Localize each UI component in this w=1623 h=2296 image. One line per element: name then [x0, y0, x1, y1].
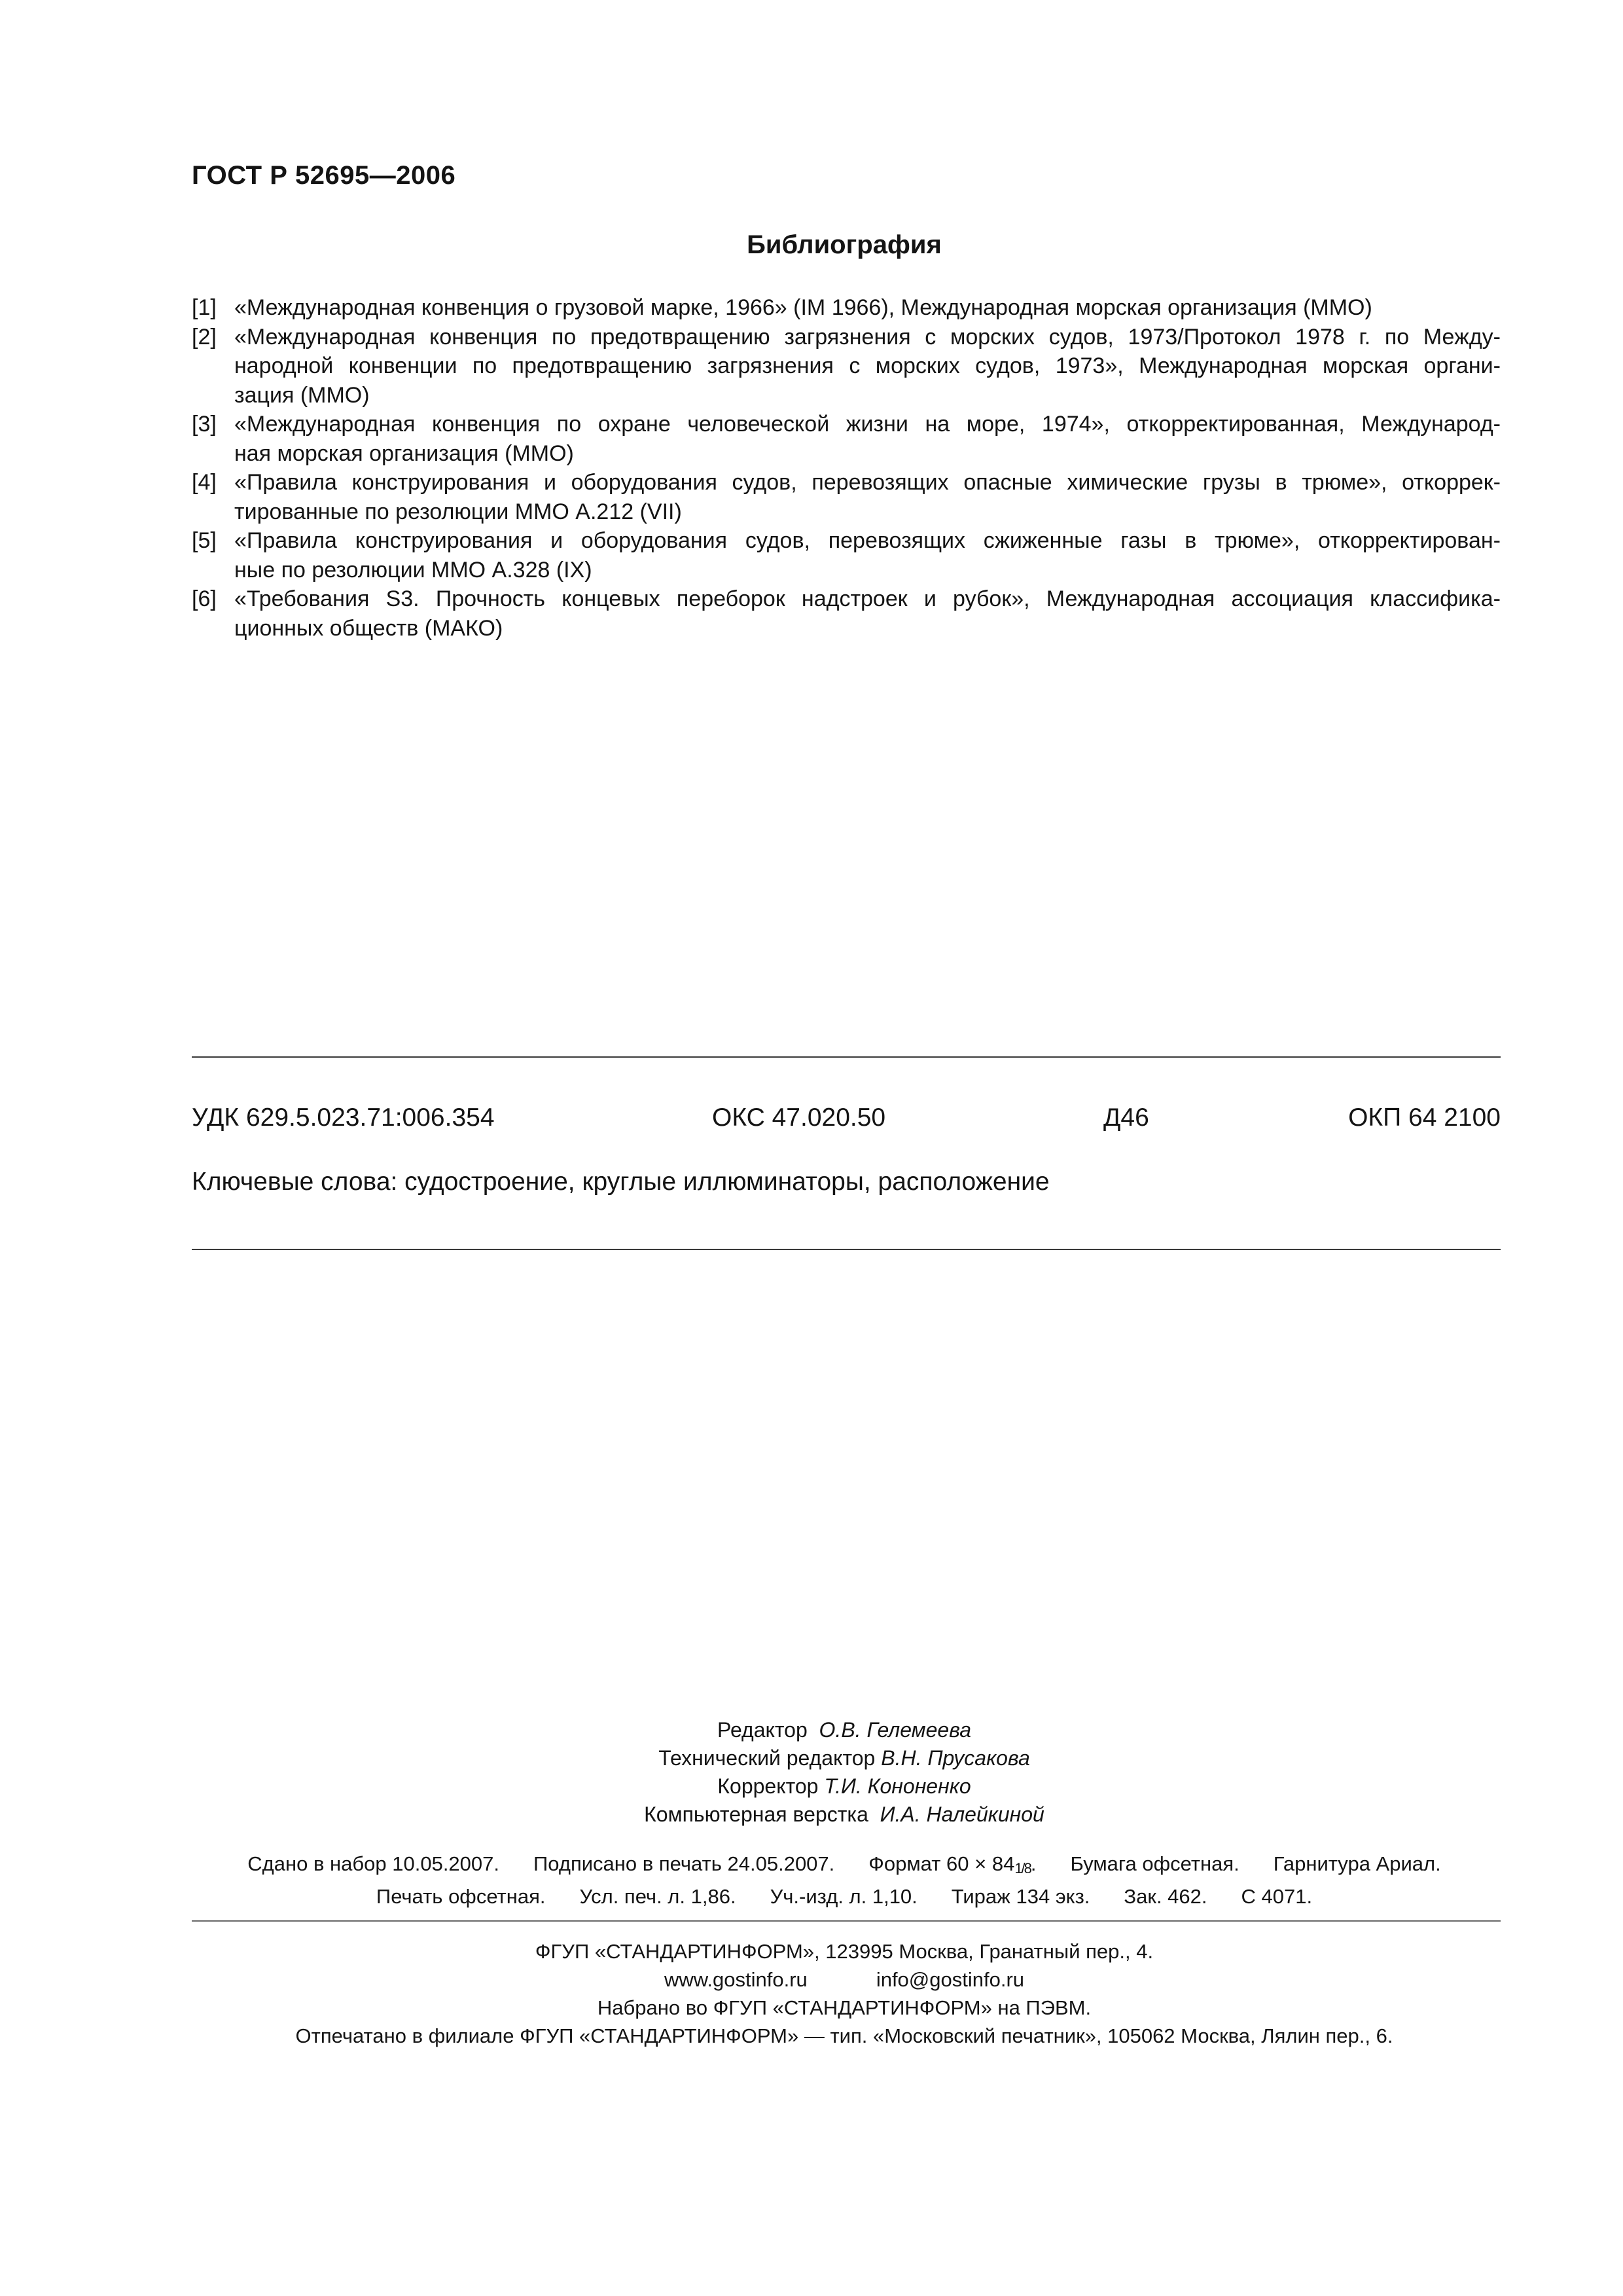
bibliography-item-number: [6]: [192, 586, 217, 611]
document-code: ГОСТ Р 52695—2006: [192, 161, 456, 190]
publisher-contacts: [0, 1965, 1623, 1994]
bibliography-item-1: [192, 293, 1501, 323]
proofreader-label: Корректор: [717, 1774, 819, 1798]
circulation: Тираж 134 экз.: [951, 1885, 1090, 1908]
classification-row: [192, 1103, 1501, 1136]
bibliography-line: ные по резолюции ММО А.328 (IX): [234, 557, 592, 583]
bibliography-line: тированные по резолюции ММО А.212 (VII): [234, 499, 682, 524]
keywords: Ключевые слова: судостроение, круглые иллюминаторы, расположение: [192, 1168, 1050, 1196]
bibliography-line: ная морская организация (ММО): [234, 440, 574, 466]
bibliography-line: «Требования S3. Прочность концевых переборок надстроек и рубок», Международная ассоциация классифика-: [234, 586, 1501, 611]
publisher-info: [0, 1937, 1623, 2050]
printed-sheets: Усл. печ. л. 1,86.: [579, 1885, 736, 1908]
format-prefix: Формат 60 × 84: [868, 1852, 1015, 1875]
format-fraction: 1/8: [1014, 1860, 1031, 1876]
layout-label: Компьютерная верстка: [644, 1803, 868, 1826]
okp-code: ОКП 64 2100: [1348, 1103, 1501, 1132]
print-code: С 4071.: [1241, 1885, 1313, 1908]
layout-name: И.А. Налейкиной: [880, 1803, 1044, 1826]
tech-editor-name: В.Н. Прусакова: [881, 1746, 1030, 1770]
bibliography-item-2: [192, 323, 1501, 410]
publisher-address: ФГУП «СТАНДАРТИНФОРМ», 123995 Москва, Гранатный пер., 4.: [535, 1940, 1154, 1963]
paper-format: Формат 60 × 841/8.: [868, 1852, 1037, 1876]
publisher-website: www.gostinfo.ru: [664, 1968, 808, 1991]
divider: [192, 1249, 1501, 1250]
bibliography-title: Библиография: [747, 230, 942, 259]
oks-code: ОКС 47.020.50: [712, 1103, 886, 1132]
bibliography-line: народной конвенции по предотвращению загрязнения с морских судов, 1973», Международная морская органи-: [234, 353, 1501, 378]
tech-editor-label: Технический редактор: [658, 1746, 876, 1770]
proofreader-row: [0, 1772, 1623, 1801]
proofreader-name: Т.И. Кононенко: [824, 1774, 971, 1798]
bibliography-item-number: [1]: [192, 295, 217, 320]
printed-note: Отпечатано в филиале ФГУП «СТАНДАРТИНФОРМ» — тип. «Московский печатник», 105062 Москва, Лялин пер., 6.: [295, 2024, 1393, 2047]
publisher-sheets: Уч.-изд. л. 1,10.: [770, 1885, 918, 1908]
print-details-row-2: [0, 1882, 1623, 1910]
editor-row: [0, 1716, 1623, 1744]
bibliography-item-number: [2]: [192, 324, 217, 350]
bibliography-line: «Международная конвенция по предотвращению загрязнения с морских судов, 1973/Протокол 1978 г. по Между-: [234, 324, 1501, 350]
bibliography-item-number: [5]: [192, 528, 217, 553]
bibliography-item-3: [192, 410, 1501, 468]
bibliography-item-number: [4]: [192, 470, 217, 495]
editor-label: Редактор: [717, 1718, 808, 1742]
bibliography-item-6: [192, 584, 1501, 643]
print-details-row-1: [0, 1850, 1623, 1882]
printing-method: Печать офсетная.: [376, 1885, 546, 1908]
udk-code: УДК 629.5.023.71:006.354: [192, 1103, 495, 1132]
submitted-date: Сдано в набор 10.05.2007.: [247, 1852, 500, 1875]
bibliography-item-5: [192, 526, 1501, 584]
typeset-note: Набрано во ФГУП «СТАНДАРТИНФОРМ» на ПЭВМ.: [597, 1996, 1092, 2019]
bibliography-line: зация (ММО): [234, 382, 370, 408]
bibliography-item-text: [234, 526, 1501, 584]
divider: [192, 1056, 1501, 1058]
group-code: Д46: [1103, 1103, 1149, 1132]
tech-editor-row: [0, 1744, 1623, 1772]
bibliography-item-text: [234, 410, 1501, 468]
bibliography-line: «Правила конструирования и оборудования судов, перевозящих опасные химические грузы в трюме», откоррек-: [234, 470, 1501, 495]
print-details: [0, 1850, 1623, 1910]
editorial-staff: [0, 1716, 1623, 1829]
bibliography-item-text: [234, 293, 1501, 323]
bibliography-list: [192, 293, 1501, 643]
typeface: Гарнитура Ариал.: [1273, 1852, 1441, 1875]
bibliography-item-number: [3]: [192, 412, 217, 437]
layout-row: [0, 1801, 1623, 1829]
publisher-email: info@gostinfo.ru: [876, 1968, 1025, 1991]
editor-name: О.В. Гелемеева: [819, 1718, 971, 1742]
bibliography-line: «Международная конвенция о грузовой марке, 1966» (IM 1966), Международная морская организация (ММО): [234, 295, 1372, 320]
paper-type: Бумага офсетная.: [1070, 1852, 1240, 1875]
order-number: Зак. 462.: [1124, 1885, 1207, 1908]
signed-date: Подписано в печать 24.05.2007.: [533, 1852, 835, 1875]
bibliography-line: «Международная конвенция по охране человеческой жизни на море, 1974», откорректированная, Международ-: [234, 412, 1501, 437]
bibliography-item-text: [234, 468, 1501, 526]
bibliography-item-text: [234, 584, 1501, 643]
divider: [192, 1920, 1501, 1922]
bibliography-item-text: [234, 323, 1501, 410]
bibliography-line: «Правила конструирования и оборудования судов, перевозящих сжиженные газы в трюме», откорректирован-: [234, 528, 1501, 553]
bibliography-item-4: [192, 468, 1501, 526]
bibliography-line: ционных обществ (МАКО): [234, 615, 503, 641]
